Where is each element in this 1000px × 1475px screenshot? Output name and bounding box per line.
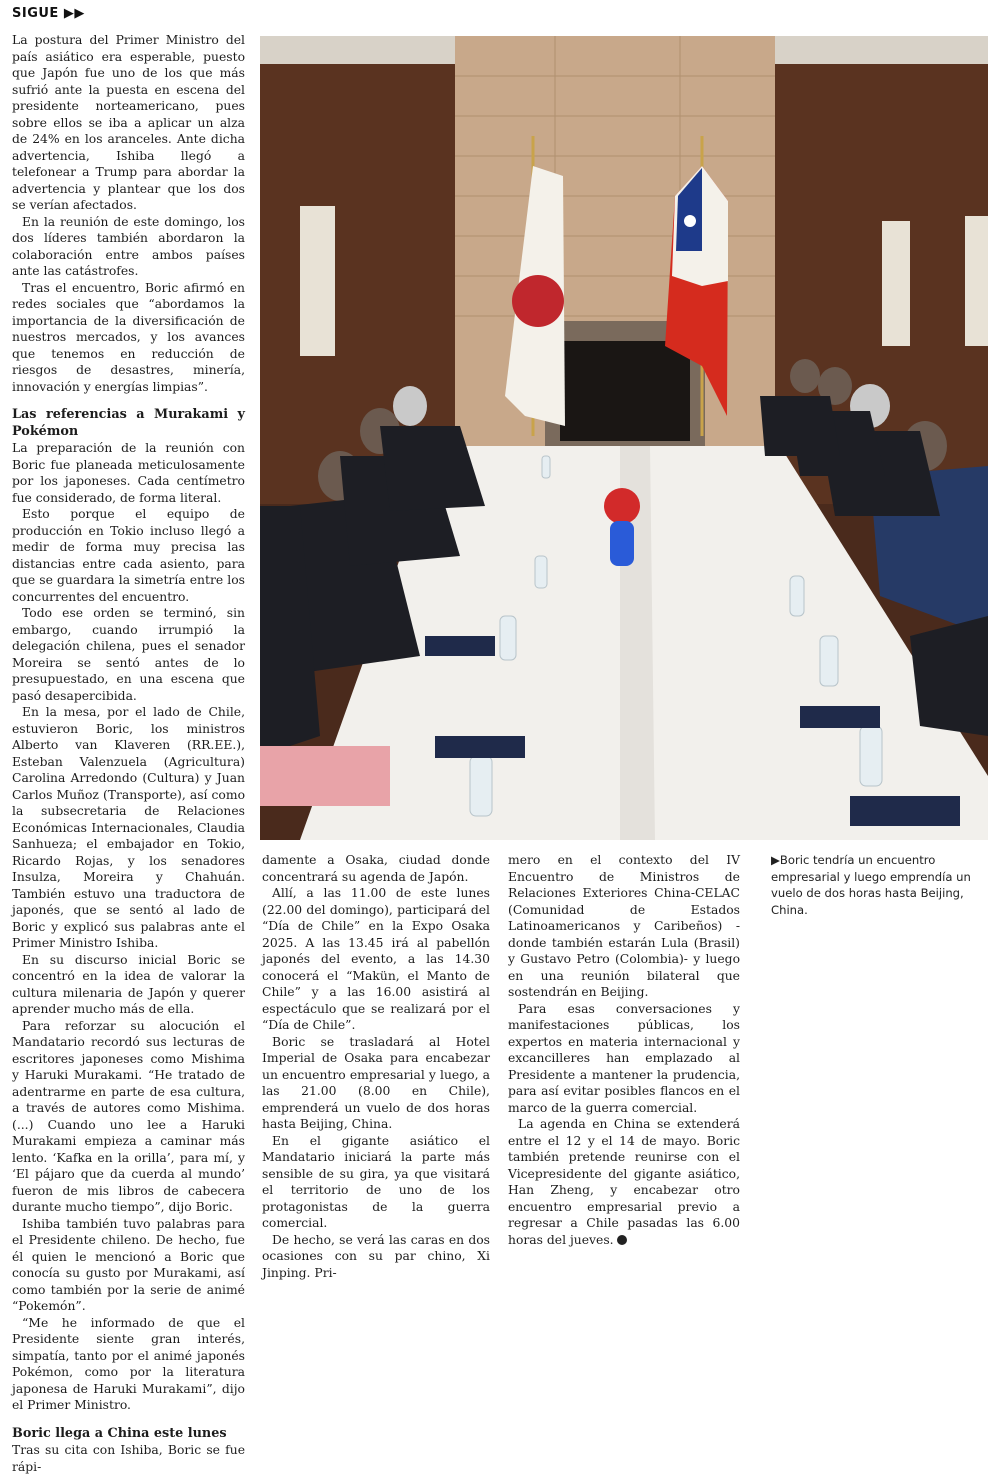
paragraph: La postura del Primer Ministro del país asiático era esperable, puesto que Japón fue uno de los que más sufrió ante la puesta en escena del presidente norteamericano, pues sobre ellos se iba a aplicar un alza de 24% en los aranceles. Ante dicha advertencia, Ishiba llegó a telefonear a Trump para abordar la advertencia y plantear que los dos se verían afectados. (12, 33, 245, 212)
paragraph: Para esas conversaciones y manifestaciones públicas, los expertos en materia internacional y excancilleres han emplazado al Presidente a mantener la prudencia, para así evitar posibles flancos en el marco de la guerra comercial. (508, 1001, 740, 1115)
article-column-2 (262, 852, 490, 1281)
paragraph: Allí, a las 11.00 de este lunes (22.00 del domingo), participará del “Día de Chile” en la Expo Osaka 2025. A las 13.45 irá al pabellón japonés del evento, a las 14.30 conocerá el “Makün, el Manto de Chile” y a las 16.00 asistirá al espectáculo que se realizará por el “Día de Chile”. (262, 886, 490, 1032)
meeting-photo (260, 36, 988, 840)
meeting-photo-icon (260, 36, 988, 840)
paragraph: De hecho, se verá las caras en dos ocasiones con su par chino, Xi Jinping. Pri- (262, 1232, 490, 1280)
photo-caption: ▶Boric tendría un encuentro empresarial y luego emprendía un vuelo de dos horas hasta Beijing, China. (771, 853, 971, 917)
paragraph: damente a Osaka, ciudad donde concentrará su agenda de Japón. (262, 853, 490, 884)
subheading-china: Boric llega a China este lunes (12, 1425, 227, 1441)
paragraph: “Me he informado de que el Presidente siente gran interés, simpatía, tanto por el animé japonés Pokémon, como por la literatura japonesa de Haruki Murakami”, dijo el Primer Ministro. (12, 1315, 245, 1412)
paragraph: En la reunión de este domingo, los dos líderes también abordaron la colaboración entre ambos países ante las catástrofes. (12, 214, 245, 278)
paragraph-text: La agenda en China se extenderá entre el 12 y el 14 de mayo. Boric también pretende reunirse con el Vicepresidente del gigante asiático, Han Zheng, y encabezar otro encuentro empresarial previo a regresar a Chile pasadas las 6.00 horas del jueves. (508, 1117, 740, 1247)
end-mark-icon (617, 1235, 627, 1245)
paragraph: Tras el encuentro, Boric afirmó en redes sociales que “abordamos la importancia de la diversificación de nuestros mercados, y los avances que tenemos en reducción de riesgos de desastres, minería, innovación y energías limpias”. (12, 280, 245, 394)
article-column-3 (508, 852, 740, 1248)
paragraph: Para reforzar su alocución el Mandatario recordó sus lecturas de escritores japoneses como Mishima y Haruki Murakami. “He tratado de adentrarme en parte de esa cultura, a través de autores como Mishima. (...) Cuando uno lee a Haruki Murakami empieza a caminar más lento. ‘Kafka en la orilla’, para mí, y ‘El pájaro que da cuerda al mundo’ fueron de mis libros de cabecera durante mucho tiempo”, dijo Boric. (12, 1018, 245, 1214)
paragraph: Tras su cita con Ishiba, Boric se fue rápi- (12, 1443, 245, 1474)
paragraph: La preparación de la reunión con Boric fue planeada meticulosamente por los japoneses. Cada centímetro fue considerado, de forma literal. (12, 441, 245, 505)
paragraph: En la mesa, por el lado de Chile, estuvieron Boric, los ministros Alberto van Klaveren (RR.EE.), Esteban Valenzuela (Agricultura) Carolina Arredondo (Cultura) y Juan Carlos Muñoz (Transporte), así como la subsecretaria de Relaciones Económicas Internacionales, Claudia Sanhueza; el embajador en Tokio, Ricardo Rojas, y los senadores Insulza, Moreira y Chahuán. También estuvo una traductora de japonés, que se sentó al lado de Boric y explicó sus palabras ante el Primer Ministro Ishiba. (12, 705, 245, 950)
paragraph: mero en el contexto del IV Encuentro de Ministros de Relaciones Exteriores China-CELAC (Comunidad de Estados Latinoamericanos y Caribeños) -donde también estarán Lula (Brasil) y Gustavo Petro (Colombia)- y luego en una reunión bilateral que sostendrán en Beijing. (508, 853, 740, 999)
paragraph: En su discurso inicial Boric se concentró en la idea de valorar la cultura milenaria de Japón y querer aprender mucho más de ella. (12, 952, 245, 1016)
article-column-1 (12, 32, 245, 1475)
paragraph: Boric se trasladará al Hotel Imperial de Osaka para encabezar un encuentro empresarial y luego, a las 21.00 (8.00 en Chile), emprenderá un vuelo de dos horas hasta Beijing, China. (262, 1034, 490, 1131)
paragraph (508, 1116, 740, 1248)
subheading-murakami: Las referencias a Murakami y Pokémon (12, 407, 245, 439)
paragraph: En el gigante asiático el Mandatario iniciará la parte más sensible de su gira, ya que visitará el territorio de uno de los protagonistas de la guerra comercial. (262, 1133, 490, 1230)
continue-label: SIGUE ▶▶ (12, 6, 85, 21)
paragraph: Todo ese orden se terminó, sin embargo, cuando irrumpió la delegación chilena, pues el senador Moreira se sentó antes de lo presupuestado, en una escena que pasó desapercibida. (12, 606, 245, 703)
paragraph: Esto porque el equipo de producción en Tokio incluso llegó a medir de forma muy precisa las distancias entre cada asiento, para que se guardara la simetría entre los concurrentes del encuentro. (12, 507, 245, 604)
paragraph: Ishiba también tuvo palabras para el Presidente chileno. De hecho, fue él quien le mencionó a Boric que conocía su gusto por Murakami, así como también por la serie de animé “Pokemón”. (12, 1216, 245, 1313)
